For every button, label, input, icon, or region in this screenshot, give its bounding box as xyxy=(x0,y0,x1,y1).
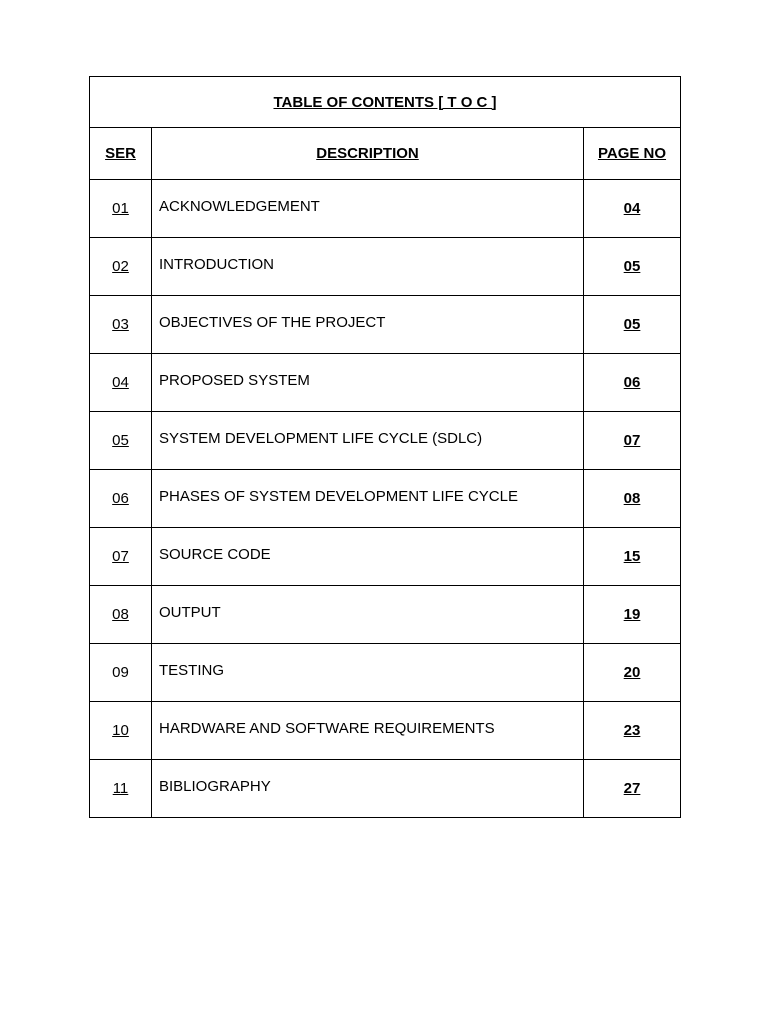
toc-title: TABLE OF CONTENTS [ T O C ] xyxy=(90,77,681,128)
page-number-cell: 23 xyxy=(584,702,681,760)
table-row xyxy=(90,470,681,528)
ser-cell: 08 xyxy=(90,586,152,644)
ser-cell: 05 xyxy=(90,412,152,470)
table-row xyxy=(90,412,681,470)
page-number-cell: 06 xyxy=(584,354,681,412)
description-cell: OUTPUT xyxy=(152,586,584,644)
table-row xyxy=(90,238,681,296)
table-row xyxy=(90,180,681,238)
ser-cell: 02 xyxy=(90,238,152,296)
ser-cell: 07 xyxy=(90,528,152,586)
table-row xyxy=(90,644,681,702)
page-number-cell: 20 xyxy=(584,644,681,702)
ser-cell: 09 xyxy=(90,644,152,702)
toc-header-row xyxy=(90,128,681,180)
description-cell: SYSTEM DEVELOPMENT LIFE CYCLE (SDLC) xyxy=(152,412,584,470)
ser-cell: 10 xyxy=(90,702,152,760)
description-cell: INTRODUCTION xyxy=(152,238,584,296)
page-number-cell: 08 xyxy=(584,470,681,528)
page-number-cell: 15 xyxy=(584,528,681,586)
description-cell: OBJECTIVES OF THE PROJECT xyxy=(152,296,584,354)
description-cell: PHASES OF SYSTEM DEVELOPMENT LIFE CYCLE xyxy=(152,470,584,528)
toc-title-row xyxy=(90,77,681,128)
page-number-cell: 27 xyxy=(584,760,681,818)
description-cell: PROPOSED SYSTEM xyxy=(152,354,584,412)
table-of-contents xyxy=(89,76,681,818)
ser-cell: 01 xyxy=(90,180,152,238)
page-number-cell: 05 xyxy=(584,238,681,296)
header-description: DESCRIPTION xyxy=(152,128,584,180)
page-number-cell: 07 xyxy=(584,412,681,470)
description-cell: BIBLIOGRAPHY xyxy=(152,760,584,818)
ser-cell: 11 xyxy=(90,760,152,818)
description-cell: ACKNOWLEDGEMENT xyxy=(152,180,584,238)
ser-cell: 03 xyxy=(90,296,152,354)
table-row xyxy=(90,354,681,412)
table-row xyxy=(90,586,681,644)
description-cell: SOURCE CODE xyxy=(152,528,584,586)
table-row xyxy=(90,528,681,586)
header-ser: SER xyxy=(90,128,152,180)
header-page-no: PAGE NO xyxy=(584,128,681,180)
ser-cell: 06 xyxy=(90,470,152,528)
description-cell: TESTING xyxy=(152,644,584,702)
table-row xyxy=(90,296,681,354)
ser-cell: 04 xyxy=(90,354,152,412)
table-row xyxy=(90,702,681,760)
page-number-cell: 04 xyxy=(584,180,681,238)
description-cell: HARDWARE AND SOFTWARE REQUIREMENTS xyxy=(152,702,584,760)
toc-entries xyxy=(90,180,681,818)
table-row xyxy=(90,760,681,818)
page-number-cell: 19 xyxy=(584,586,681,644)
page-number-cell: 05 xyxy=(584,296,681,354)
